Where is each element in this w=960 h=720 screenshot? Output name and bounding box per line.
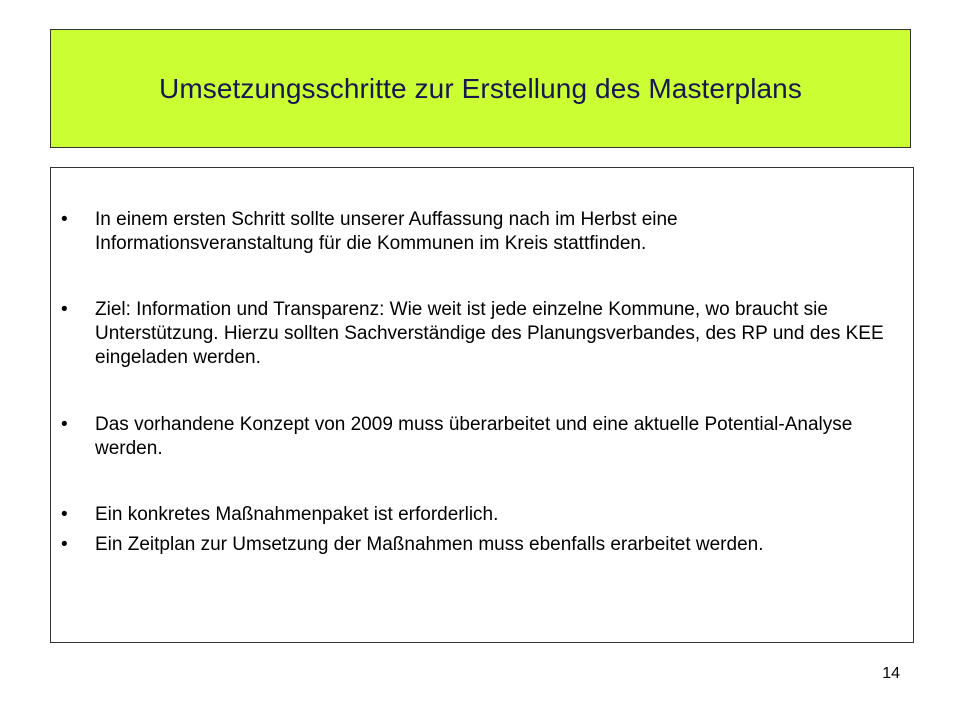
bullet-item (51, 413, 913, 461)
bullet-marker: • (61, 209, 68, 230)
bullet-item (51, 298, 913, 370)
bullet-item (51, 208, 913, 256)
bullet-marker: • (61, 299, 68, 320)
bullet-text: Ziel: Information und Transparenz: Wie weit ist jede einzelne Kommune, wo braucht sie Unterstützung. Hierzu sollten Sachverständige des Planungsverbandes, des RP und des KEE eingeladen werden. (95, 299, 884, 368)
page-number: 14 (882, 665, 900, 682)
bullet-marker: • (61, 414, 68, 435)
bullet-marker: • (61, 534, 68, 555)
content-box (50, 167, 914, 643)
bullet-text: Das vorhandene Konzept von 2009 muss überarbeitet und eine aktuelle Potential-Analyse werden. (95, 414, 853, 459)
slide-title: Umsetzungsschritte zur Erstellung des Masterplans (159, 72, 802, 104)
title-box (50, 29, 911, 148)
bullet-list (51, 208, 913, 557)
bullet-item (51, 503, 913, 527)
bullet-text: Ein konkretes Maßnahmenpaket ist erforderlich. (95, 504, 499, 525)
bullet-text: In einem ersten Schritt sollte unserer Auffassung nach im Herbst eine Informationsveranstaltung für die Kommunen im Kreis stattfinden. (95, 209, 678, 254)
bullet-item (51, 533, 913, 557)
bullet-marker: • (61, 504, 68, 525)
bullet-text: Ein Zeitplan zur Umsetzung der Maßnahmen muss ebenfalls erarbeitet werden. (95, 534, 764, 555)
